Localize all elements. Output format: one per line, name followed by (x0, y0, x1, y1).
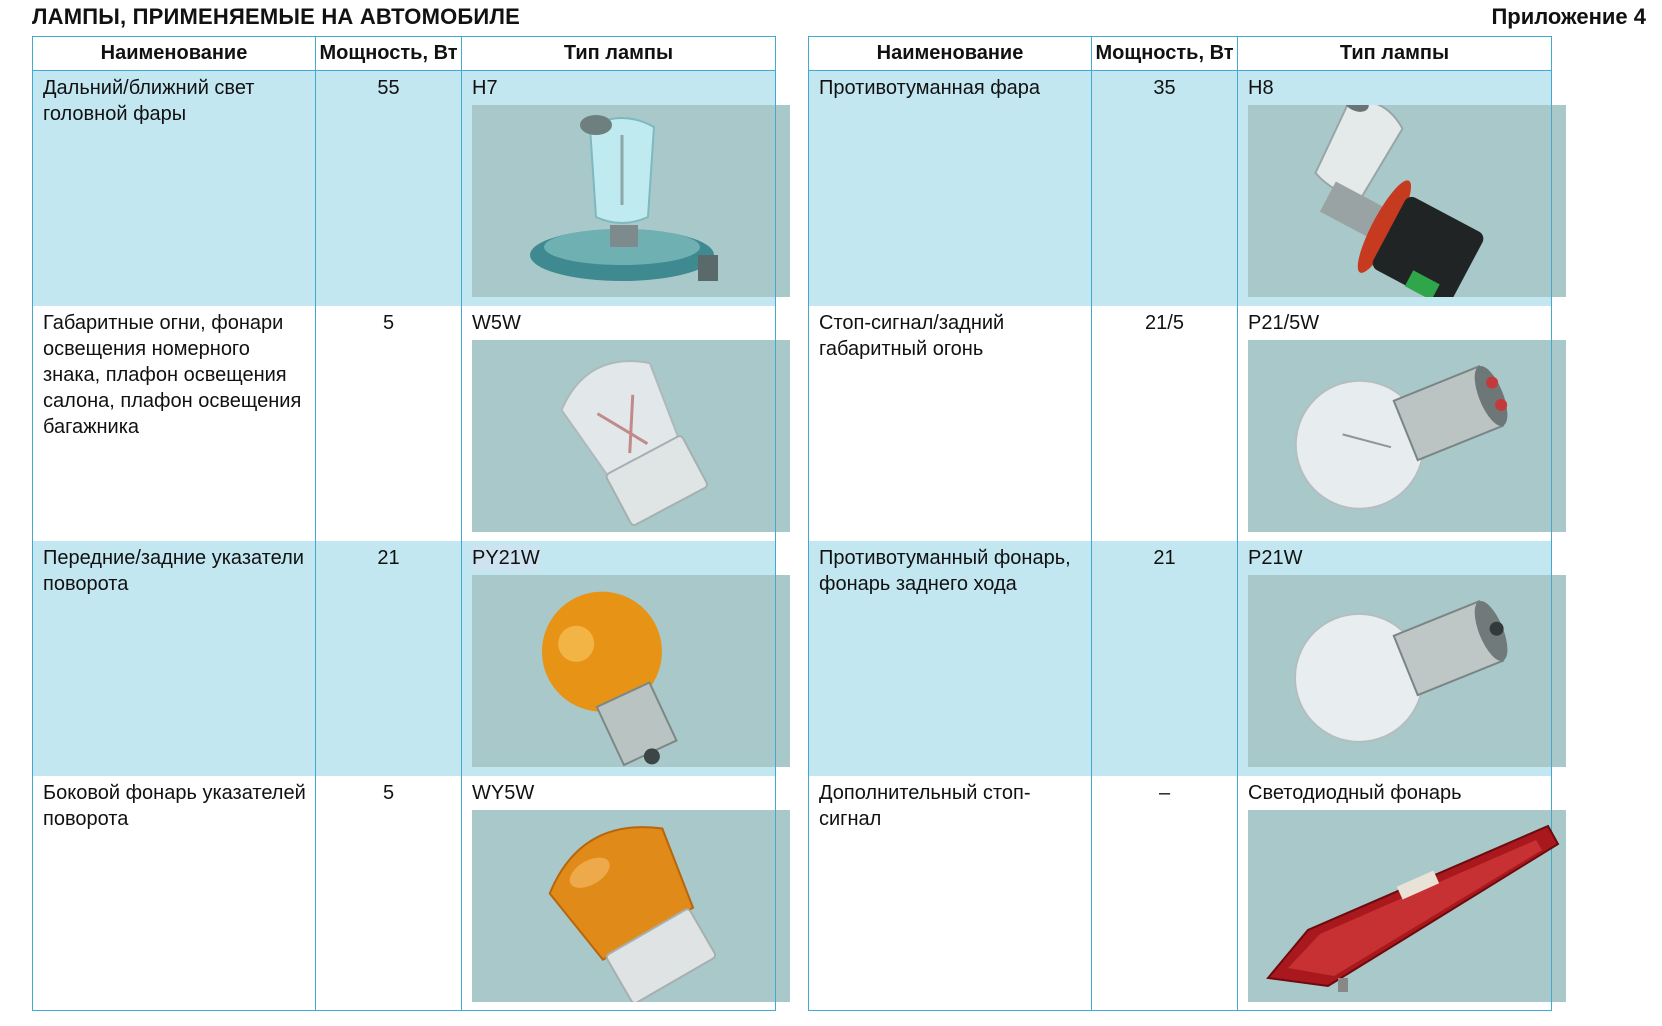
page-title: ЛАМПЫ, ПРИМЕНЯЕМЫЕ НА АВТОМОБИЛЕ (32, 4, 520, 29)
table-row (33, 306, 776, 541)
column-header-type: Тип лампы (462, 37, 776, 71)
lamp-type: Светодиодный фонарь (1248, 781, 1462, 804)
lamp-name: Боковой фонарь указателей поворота (33, 776, 316, 1011)
lamp-type: P21W (1248, 546, 1303, 569)
table-row (809, 776, 1552, 1011)
w5w-wedge-bulb-icon (472, 340, 790, 532)
h8-halogen-bulb-icon (1248, 105, 1566, 297)
table-row (33, 541, 776, 776)
lamp-table-right (808, 36, 1552, 1011)
lamp-power: 5 (316, 306, 462, 541)
wy5w-amber-wedge-bulb-icon (472, 810, 790, 1002)
h7-halogen-bulb-icon (472, 105, 790, 297)
lamp-name: Передние/задние указатели поворота (33, 541, 316, 776)
table-row (33, 776, 776, 1011)
table-row (809, 306, 1552, 541)
table-header-row (809, 37, 1552, 71)
lamp-type: PY21W (472, 546, 540, 569)
lamp-type: H7 (472, 77, 498, 99)
py21w-amber-bulb-icon (472, 575, 790, 767)
lamp-name: Противотуманная фара (809, 71, 1092, 306)
lamp-type: P21/5W (1248, 311, 1320, 334)
lamp-table-left (32, 36, 776, 1011)
lamp-power: 35 (1092, 71, 1238, 306)
lamp-name: Противотуманный фонарь, фонарь заднего хода (809, 541, 1092, 776)
column-header-name: Наименование (809, 37, 1092, 71)
p21-5w-bulb-icon (1248, 340, 1566, 532)
table-row (809, 71, 1552, 306)
table-row (809, 541, 1552, 776)
lamp-name: Дополнительный стоп-сигнал (809, 776, 1092, 1011)
p21w-bulb-icon (1248, 575, 1566, 767)
lamp-name: Дальний/ближний свет головной фары (33, 71, 316, 306)
column-header-name: Наименование (33, 37, 316, 71)
lamp-power: 21/5 (1092, 306, 1238, 541)
column-header-power: Мощность, Вт (1092, 37, 1238, 71)
lamp-power: 5 (316, 776, 462, 1011)
column-header-power: Мощность, Вт (316, 37, 462, 71)
lamp-type: W5W (472, 311, 521, 334)
lamp-type: WY5W (472, 781, 535, 804)
lamp-name: Стоп-сигнал/задний габаритный огонь (809, 306, 1092, 541)
lamp-power: 21 (1092, 541, 1238, 776)
lamp-power: – (1092, 776, 1238, 1011)
column-header-type: Тип лампы (1238, 37, 1552, 71)
lamp-power: 21 (316, 541, 462, 776)
lamp-power: 55 (316, 71, 462, 306)
table-header-row (33, 37, 776, 71)
table-row (33, 71, 776, 306)
lamp-type: H8 (1248, 77, 1274, 99)
led-brake-light-icon (1248, 810, 1566, 1002)
appendix-label: Приложение 4 (1491, 4, 1646, 29)
lamp-name: Габаритные огни, фонари освещения номерного знака, плафон освещения салона, плафон освещения багажника (33, 306, 316, 541)
